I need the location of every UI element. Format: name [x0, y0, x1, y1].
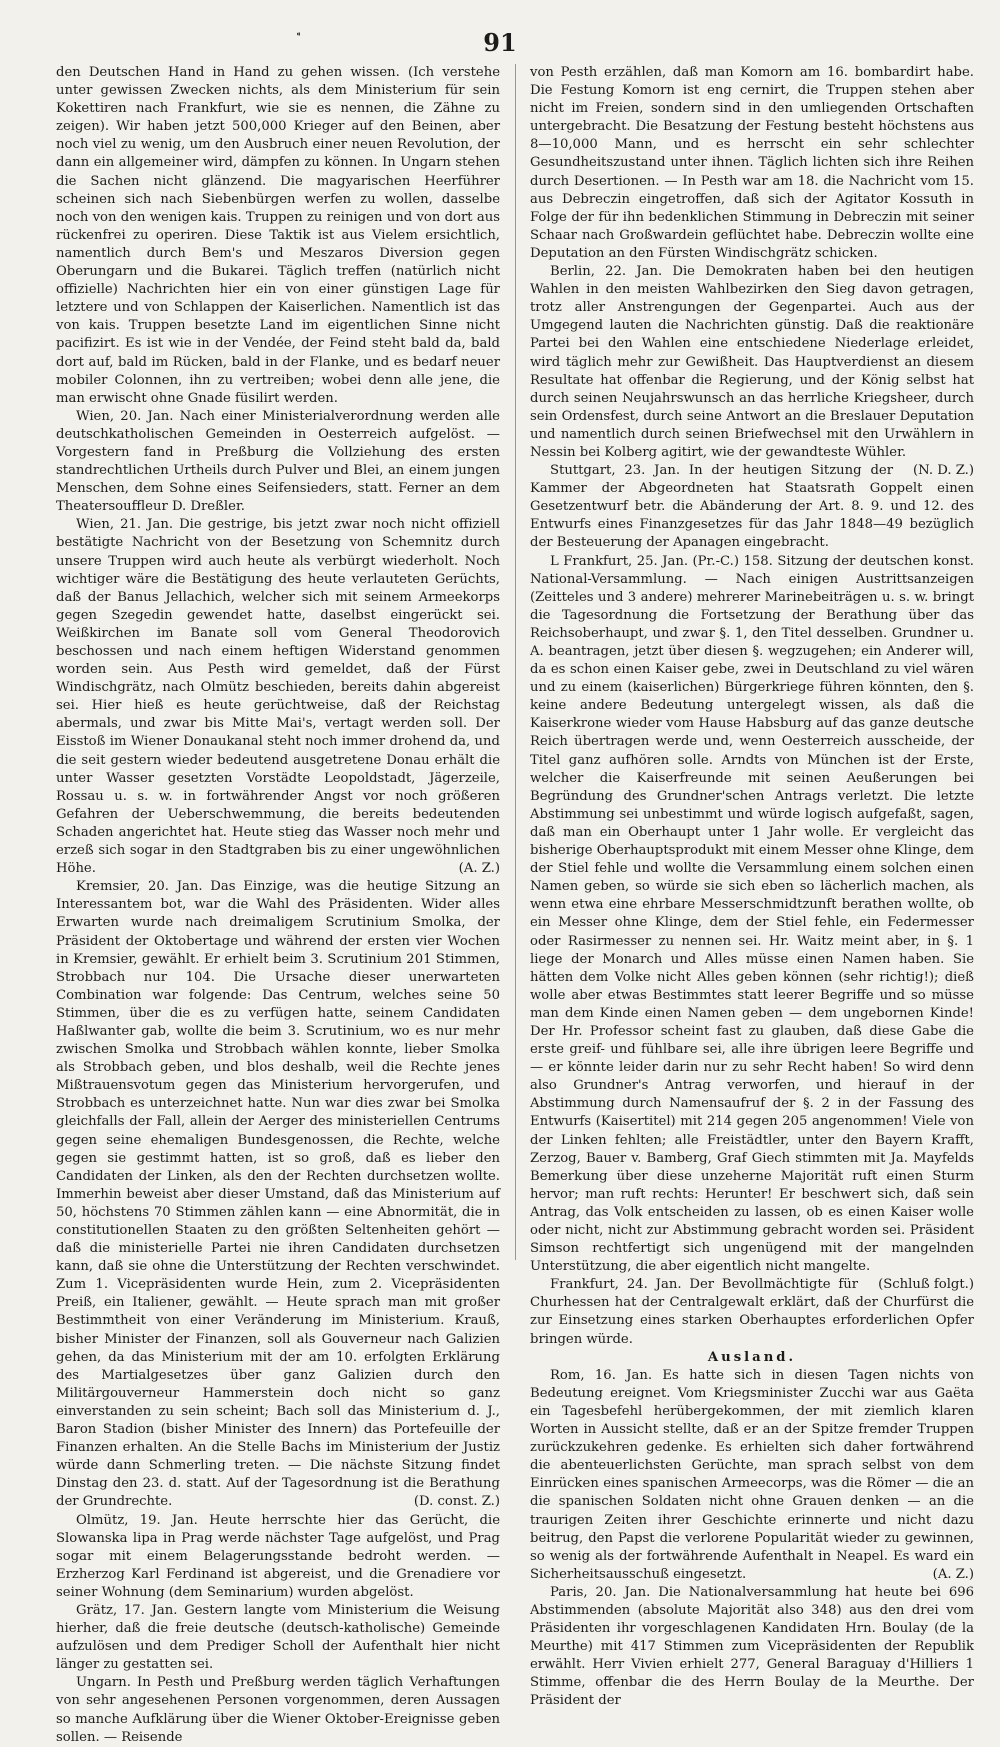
article-paragraph	[56, 64, 500, 408]
paragraph-text: Wien, 20. Jan. Nach einer Ministerialverordnung werden alle deutschkatholischen Gemeinden in Oesterreich aufgelöst. — Vorgestern fand in Preßburg die Vollziehung des ersten standrechtlichen Urtheils durch Pulver und Blei, an einem jungen Menschen, dem Sohne eines Seifensieders, statt. Ferner an dem Theatersouffleur D. Dreßler.	[56, 408, 500, 515]
article-paragraph	[530, 263, 974, 479]
left-column	[56, 64, 500, 1745]
paragraph-text: Wien, 21. Jan. Die gestrige, bis jetzt zwar noch nicht offiziell bestätigte Nachricht von der Besetzung von Schemnitz durch unsere Truppen wird auch heute als verbürgt wiederholt. Noch wichtiger wäre die Bestätigung des heute verlauteten Gerüchts, daß der Banus Jellachich, welcher sich mit seinem Armeekorps gegen Szegedin gewendet hatte, daselbst eingerückt sei. Weißkirchen im Banate soll vom General Theodorovich beschossen und nach einem heftigen Widerstand genommen worden sein. Aus Pesth wird gemeldet, daß der Fürst Windischgrätz, nach Olmütz beschieden, bereits dahin abgereist sei. Hier hieß es heute gerüchtweise, daß der Reichstag abermals, und zwar bis Mitte Mai's, vertagt werden soll. Der Eisstoß im Wiener Donaukanal steht noch immer drohend da, und die seit gestern wieder bedeutend ausgetretene Donau erhält die unter Wasser gesetzten Vorstädte Leopoldstadt, Jägerzeile, Rossau u. s. w. in fortwährender Angst vor noch größeren Gefahren der Ueberschwemmung, die bereits bedeutenden Schaden angerichtet hat. Heute stieg das Wasser noch mehr und erzeß sich sogar in den Stadtgraben bis zu einer ungewöhnlichen Höhe.	[56, 517, 500, 877]
paragraph-text: Kremsier, 20. Jan. Das Einzige, was die heutige Sitzung an Interessantem bot, war die Wahl des Präsidenten. Wider alles Erwarten wurde nach dreimaligem Scrutinium Smolka, der Präsident der Oktobertage und während der ersten vier Wochen in Kremsier, gewählt. Er erhielt beim 3. Scrutinium 201 Stimmen, Strobbach nur 104. Die Ursache dieser unerwarteten Combination war folgende: Das Centrum, welches seine 50 Stimmen, über die es zu verfügen hatte, seinem Candidaten Haßlwanter gab, wollte die beim 3. Scrutinium, wo es nur mehr zwischen Smolka und Strobbach wählen konnte, lieber Smolka als Strobbach geben, und blos deshalb, weil die Rechte jenes Mißtrauensvotum gegen das Ministerium hervorgerufen, und Strobbach es unterzeichnet hatte. Nun war dies zwar bei Smolka gleichfalls der Fall, allein der Aerger des ministeriellen Centrums gegen seine ehemaligen Bundesgenossen, die Rechte, welche gegen sie gestimmt hatten, ist so groß, daß es lieber den Candidaten der Linken, als den der Rechten durchsetzen wollte. Immerhin beweist aber dieser Umstand, daß das Ministerium auf 50, höchstens 70 Stimmen zählen kann — eine Abnormität, die in constitutionellen Staaten zu den größten Seltenheiten gehört — daß die ministerielle Partei nie ihren Candidaten durchsetzen kann, daß sie ohne die Unterstützung der Rechten verschwindet. Zum 1. Vicepräsidenten wurde Hein, zum 2. Vicepräsidenten Preiß, ein Italiener, gewählt. — Heute sprach man mit großer Bestimmtheit von einer Veränderung im Ministerium. Krauß, bisher Minister der Finanzen, soll als Gouverneur nach Galizien gehen, da das Ministerium mit der am 10. erfolgten Erklärung des Martialgesetzes über ganz Galizien durch den Militärgouverneur Hammerstein doch nicht so ganz einverstanden zu sein scheint; Bach soll das Ministerium d. J., Baron Stadion (bisher Minister des Innern) das Portefeuille der Finanzen erhalten. An die Stelle Bachs im Ministerium der Justiz würde dann Schmerling treten. — Die nächste Sitzung findet Dinstag den 23. d. statt. Auf der Tagesordnung ist die Berathung der Grundrechte.	[56, 879, 500, 1510]
paragraph-text: den Deutschen Hand in Hand zu gehen wissen. (Ich verstehe unter gewissen Zwecken nichts, als dem Ministerium für sein Kokettiren nach Frankfurt, wie sie es nennen, die Zähne zu zeigen). Wir haben jetzt 500,000 Krieger auf den Beinen, aber noch viel zu wenig, um den Ausbruch einer neuen Revolution, der dann ein allgemeiner wird, dämpfen zu können. In Ungarn stehen die Sachen nicht glänzend. Die magyarischen Heerführer scheinen sich nach Siebenbürgen werfen zu wollen, dasselbe noch von den wenigen kais. Truppen zu reinigen und von dort aus rückenfrei zu operiren. Diese Taktik ist aus Vielem ersichtlich, namentlich durch Bem's und Meszaros Diversion gegen Oberungarn und die Bukarei. Täglich treffen (natürlich nicht offizielle) Nachrichten hier ein von einer günstigen Lage für letztere und von Schlappen der Kaiserlichen. Namentlich ist das von kais. Truppen besetzte Land im eigentlichen Sinne nicht pacifizirt. Es ist wie in der Vendée, der Feind steht bald da, bald dort auf, bald im Rücken, bald in der Flanke, und es bedarf neuer mobiler Colonnen, ihn zu vertreiben; wobei denn alle jene, die man erwischt ohne Gnade füsilirt werden.	[56, 65, 500, 406]
source-signature: (N. D. Z.)	[913, 463, 974, 479]
article-paragraph	[530, 1584, 974, 1711]
article-paragraph	[56, 1674, 500, 1746]
text-columns	[56, 64, 974, 1745]
page-number: 91	[483, 28, 517, 57]
source-signature: (D. const. Z.)	[413, 1494, 500, 1510]
paragraph-text: Olmütz, 19. Jan. Heute herrschte hier das Gerücht, die Slowanska lipa in Prag werde nächster Tage aufgelöst, und Prag sogar mit einem Belagerungsstande bedroht werden. — Erzherzog Karl Ferdinand ist abgereist, und die Grenadiere vor seiner Wohnung (dem Seminarium) wurden abgelöst.	[56, 1512, 500, 1600]
article-paragraph	[56, 516, 500, 878]
source-signature: (A. Z.)	[458, 861, 500, 877]
paragraph-text: Berlin, 22. Jan. Die Demokraten haben bei den heutigen Wahlen in den meisten Wahlbezirken den Sieg davon getragen, trotz aller Anstrengungen der Gegenpartei. Auch aus der Umgegend lauten die Nachrichten günstig. Daß die reaktionäre Partei bei den Wahlen eine entschiedene Niederlage erleidet, wird täglich mehr zur Gewißheit. Das Hauptverdienst an diesem Resultate hat offenbar die Regierung, und der König selbst hat durch seinen Neujahrswunsch an das herrliche Kriegsheer, durch sein Ordensfest, durch seine Antwort an die Breslauer Deputation und namentlich durch seinen Briefwechsel mit den Urwählern in Nessin bei Kolberg agitirt, wie der gewandteste Wühler.	[530, 264, 974, 460]
right-column	[530, 64, 974, 1709]
paragraph-text: Ungarn. In Pesth und Preßburg werden täglich Verhaftungen von sehr angesehenen Personen vorgenommen, deren Aussagen so manche Aufklärung über die Wiener Oktober-Ereignisse geben sollen. — Reisende	[56, 1675, 500, 1745]
article-paragraph	[530, 1367, 974, 1584]
paragraph-text: Stuttgart, 23. Jan. In der heutigen Sitzung der Kammer der Abgeordneten hat Staatsrath Goppelt einen Gesetzentwurf betr. die Abänderung der Art. 8. 9. und 12. des Entwurfs eines Finanzgesetzes für das Jahr 1848—49 bezüglich der Besteuerung der Apanagen eingebracht.	[530, 463, 974, 551]
article-paragraph	[530, 553, 974, 1293]
article-paragraph	[56, 408, 500, 517]
article-paragraph	[56, 878, 500, 1511]
source-signature: (A. Z.)	[932, 1566, 974, 1582]
article-paragraph	[56, 1512, 500, 1602]
paragraph-text: Paris, 20. Jan. Die Nationalversammlung hat heute bei 696 Abstimmenden (absolute Majorität also 348) aus den drei vom Präsidenten ihr vorgeschlagenen Kandidaten Hrn. Boulay (de la Meurthe) mit 417 Stimmen zum Vicepräsidenten der Republik erwählt. Herr Vivien erhielt 277, General Baraguay d'Hilliers 1 Stimme, offenbar die des Herrn Boulay de la Meurthe. Der Präsident der	[530, 1584, 974, 1709]
article-paragraph	[530, 64, 974, 263]
column-divider	[515, 64, 516, 1260]
source-signature: (Schluß folgt.)	[878, 1277, 974, 1293]
section-heading	[530, 1349, 974, 1367]
paragraph-text: Frankfurt, 24. Jan. Der Bevollmächtigte für Churhessen hat der Centralgewalt erklärt, daß der Churfürst die zur Einsetzung eines starken Oberhauptes erforderlichen Opfer bringen würde.	[530, 1277, 974, 1347]
article-paragraph	[56, 1602, 500, 1674]
paragraph-text: Ausland.	[707, 1349, 797, 1365]
paragraph-text: L Frankfurt, 25. Jan. (Pr.-C.) 158. Sitzung der deutschen konst. National-Versammlung. — Nach einigen Austrittsanzeigen (Zeitteles und 3 andere) mehrerer Marinebeiträgen u. s. w. bringt die Tagesordnung die Fortsetzung der Berathung über das Reichsoberhaupt, und zwar §. 1, den Titel desselben. Grundner u. A. beantragen, jetzt über diesen §. wegzugehen; ein Anderer will, da es schon einen Kaiser gebe, zwei in Deutschland zu viel wären und zu einem (kaiserlichen) Bürgerkriege führen könnten, den §. keine andere Bedeutung untergelegt wissen, als daß die Kaiserkrone wieder vom Hause Habsburg auf das ganze deutsche Reich übertragen werde und, wenn Oesterreich ausscheide, der Titel ganz aufhören solle. Arndts von München ist der Erste, welcher die Kaiserfreunde mit seinen Aeußerungen bei Begründung des Grundner'schen Antrags verletzt. Die letzte Abstimmung sei unbestimmt und würde logisch aufgefaßt, sagen, daß man ein Oberhaupt unter 1 Jahr wolle. Er vergleicht das bisherige Oberhauptsprodukt mit einem Messer ohne Klinge, dem der Stiel fehle und wollte die Versammlung einem solchen einen Namen geben, so würde sie sich eben so lächerlich machen, als wenn etwa eine ehrbare Messerschmidtzunft berathen wollte, ob ein Messer ohne Klinge, dem der Stiel fehle, ein Federmesser oder Rasirmesser zu nennen sei. Hr. Waitz meint aber, in §. 1 liege der Monarch und Alles müsse einen Namen haben. Sie hätten dem Volke nicht Alles geben können (sehr richtig!); dieß wolle aber etwas Bestimmtes statt leerer Begriffe und so müsse man dem Kinde einen Namen geben — dem ungebornen Kinde! Der Hr. Professor scheint fast zu glauben, daß diese Gabe die erste greif- und fühlbare sei, alle ihre übrigen leere Begriffe und — er könnte leider darin nur zu sehr Recht haben! So wird denn also Grundner's Antrag verworfen, und hierauf in der Abstimmung durch Namensaufruf der §. 2 in der Fassung des Entwurfs (Kaisertitel) mit 214 gegen 205 angenommen! Viele von der Linken fehlten; alle Freistädtler, unter den Bayern Krafft, Zerzog, Bauer v. Bamberg, Graf Giech stimmten mit Ja. Mayfelds Bemerkung über diese unzeherne Majorität ruft einen Sturm hervor; man ruft rechts: Herunter! Er beschwert sich, daß sein Antrag, das Volk entscheiden zu lassen, ob es einen Kaiser wolle oder nicht, nicht zur Abstimmung gebracht worden sei. Präsident Simson rechtfertigt sich ungenügend mit der mangelnden Unterstützung, die aber eigentlich nicht mangelte.	[530, 553, 974, 1275]
paragraph-text: Grätz, 17. Jan. Gestern langte vom Ministerium die Weisung hierher, daß die freie deutsche (deutsch-katholische) Gemeinde aufzulösen und dem Prediger Scholl der Aufenthalt hier nicht länger zu gestatten sei.	[56, 1602, 500, 1673]
paragraph-text: von Pesth erzählen, daß man Komorn am 16. bombardirt habe. Die Festung Komorn ist eng cernirt, die Truppen stehen aber nicht im Freien, sondern sind in den umliegenden Ortschaften untergebracht. Die Besatzung der Festung besteht höchstens aus 8—10,000 Mann, und es herrscht ein sehr schlechter Gesundheitszustand unter ihnen. Täglich lichten sich ihre Reihen durch Desertionen. — In Pesth war am 18. die Nachricht vom 15. aus Debreczin eingetroffen, daß sich der Agitator Kossuth in Folge der für ihn bedenklichen Stimmung in Debreczin mit seiner Schaar nach Großwardein geflüchtet habe. Debreczin wollte eine Deputation an den Fürsten Windischgrätz schicken.	[530, 65, 974, 261]
paragraph-text: Rom, 16. Jan. Es hatte sich in diesen Tagen nichts von Bedeutung ereignet. Vom Kriegsminister Zucchi war aus Gaëta ein Tagesbefehl herübergekommen, der mit ziemlich klaren Worten in Aussicht stellte, daß er an der Spitze fremder Truppen zurückzukehren gedenke. Es erhielten sich daher fortwährend die abenteuerlichsten Gerüchte, man sprach selbst von dem Einrücken eines spanischen Armeecorps, was die Römer — die an die spanischen Soldaten nicht ohne Grauen denken — an die traurigen Zeiten ihrer Geschichte erinnerte und nicht dazu beitrug, den Papst die verlorene Popularität wieder zu gewinnen, so wenig als der fortwährende Aufenthalt in Neapel. Es ward ein Sicherheitsausschuß eingesetzt.	[530, 1367, 974, 1582]
top-mark: ⁌	[296, 30, 301, 41]
